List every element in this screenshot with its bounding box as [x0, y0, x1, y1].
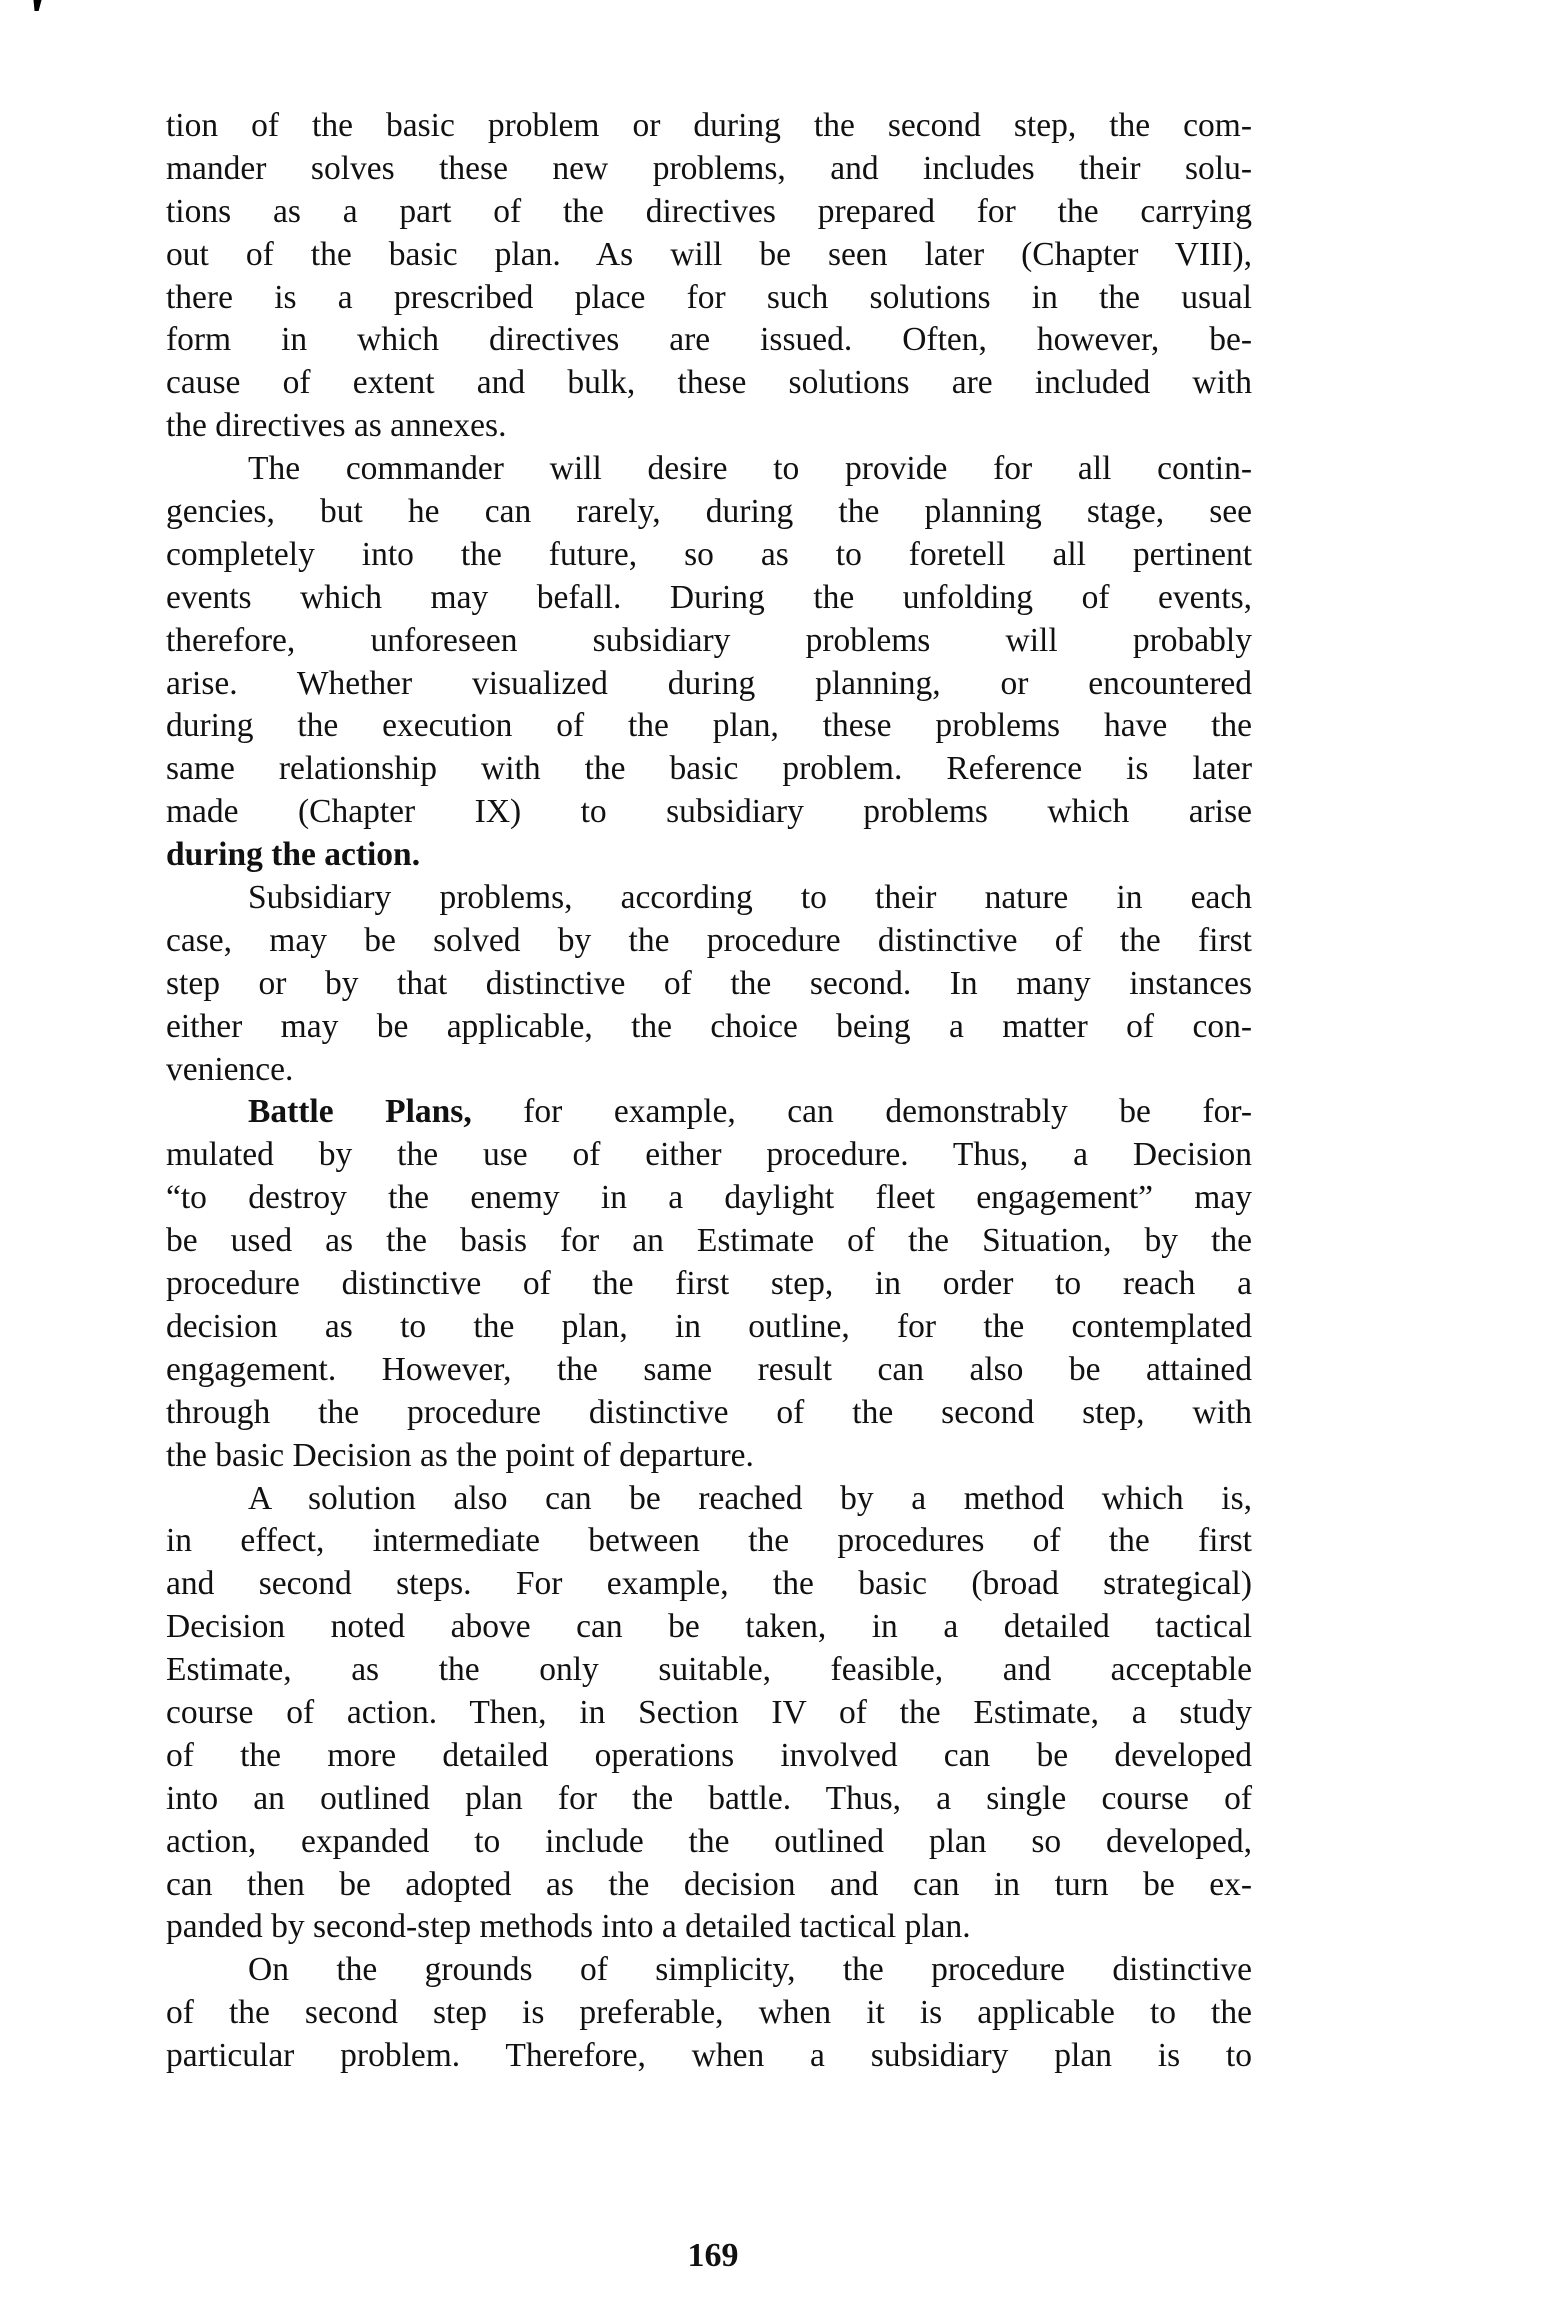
text-line: [166, 963, 1252, 1006]
text-line-content: [248, 877, 1252, 920]
line-text: into an outlined plan for the battle. Thus, a single course of: [166, 1779, 1252, 1817]
line-text: can then be adopted as the decision and can in turn be ex-: [166, 1865, 1252, 1903]
line-text: On the grounds of simplicity, the procedure distinctive: [248, 1951, 1252, 1989]
text-line: [166, 1306, 1252, 1349]
text-line-content: [166, 791, 1252, 834]
line-text: gencies, but he can rarely, during the planning stage, see: [166, 493, 1252, 531]
line-text: in effect, intermediate between the procedures of the first: [166, 1522, 1252, 1560]
text-line-content: [166, 405, 1252, 448]
text-line: [166, 1006, 1252, 1049]
text-line-content: [166, 1692, 1252, 1735]
text-line-content: [166, 577, 1252, 620]
text-line-content: [166, 234, 1252, 277]
line-text: arise. Whether visualized during planning, or encountered: [166, 664, 1252, 702]
line-text: there is a prescribed place for such solutions in the usual: [166, 278, 1252, 316]
text-line-content: [248, 1478, 1252, 1521]
line-text: Subsidiary problems, according to their nature in each: [248, 879, 1252, 917]
text-line: [166, 620, 1252, 663]
line-text: same relationship with the basic problem. Reference is later: [166, 750, 1252, 788]
line-text: tion of the basic problem or during the second step, the com-: [166, 107, 1252, 144]
text-line-content: [166, 1177, 1252, 1220]
line-text: mulated by the use of either procedure. Thus, a Decision: [166, 1136, 1252, 1174]
text-line: [166, 1478, 1252, 1521]
text-line-content: [166, 1349, 1252, 1392]
line-text: the directives as annexes.: [166, 407, 507, 445]
text-line-content: [166, 362, 1252, 405]
text-line: [166, 1134, 1252, 1177]
text-line-content: [166, 1520, 1252, 1563]
line-text: action, expanded to include the outlined plan so developed,: [166, 1822, 1252, 1860]
text-line-content: [166, 191, 1252, 234]
text-line-content: [166, 963, 1252, 1006]
text-line: [166, 1091, 1252, 1134]
line-text: Estimate, as the only suitable, feasible, and acceptable: [166, 1651, 1252, 1689]
text-line-content: [248, 1949, 1252, 1992]
text-line: [166, 1778, 1252, 1821]
text-line: [166, 748, 1252, 791]
text-line: [166, 1735, 1252, 1778]
text-line: [166, 191, 1252, 234]
text-line-content: [166, 2035, 1252, 2078]
text-line-content: [166, 319, 1252, 362]
paragraph: [166, 1091, 1252, 1477]
text-line-content: [166, 105, 1252, 148]
line-text: Decision noted above can be taken, in a detailed tactical: [166, 1608, 1252, 1646]
line-text: the basic Decision as the point of departure.: [166, 1436, 754, 1474]
line-text: either may be applicable, the choice being a matter of con-: [166, 1007, 1252, 1045]
paragraph: [166, 448, 1252, 877]
text-line: [166, 2035, 1252, 2078]
text-line: [166, 1349, 1252, 1392]
page-body-text: [166, 105, 1252, 2078]
text-line: [166, 1392, 1252, 1435]
text-line-content: [166, 748, 1252, 791]
text-line-content: [166, 1563, 1252, 1606]
paragraph: [166, 1949, 1252, 2078]
text-line: [166, 448, 1252, 491]
text-line: [166, 1563, 1252, 1606]
bold-phrase: during the action.: [166, 836, 421, 874]
text-line-content: [166, 834, 1252, 877]
text-line: [166, 791, 1252, 834]
text-line: [166, 234, 1252, 277]
text-line: [166, 277, 1252, 320]
text-line-content: [166, 1134, 1252, 1177]
text-line-content: [166, 1220, 1252, 1263]
text-line: [166, 105, 1252, 148]
line-text: out of the basic plan. As will be seen later (Chapter VIII),: [166, 235, 1252, 273]
text-line-content: [166, 1606, 1252, 1649]
line-text: tions as a part of the directives prepared for the carrying: [166, 192, 1252, 230]
line-text: be used as the basis for an Estimate of the Situation, by the: [166, 1222, 1252, 1260]
text-line-content: [166, 663, 1252, 706]
line-text: cause of extent and bulk, these solutions are included with: [166, 364, 1252, 402]
text-line: [166, 834, 1252, 877]
text-line-content: [166, 1049, 1252, 1092]
text-line-content: [166, 1006, 1252, 1049]
line-text: therefore, unforeseen subsidiary problems will probably: [166, 621, 1252, 659]
text-line-content: [166, 1649, 1252, 1692]
text-line-content: [166, 1735, 1252, 1778]
line-text: course of action. Then, in Section IV of the Estimate, a study: [166, 1693, 1252, 1731]
text-line: [166, 1606, 1252, 1649]
text-line: [166, 362, 1252, 405]
text-line: [166, 405, 1252, 448]
text-line-content: [166, 1778, 1252, 1821]
text-line: [166, 1263, 1252, 1306]
scan-artifact-mark: [31, 0, 42, 11]
text-line: [166, 1949, 1252, 1992]
text-line: [166, 1177, 1252, 1220]
line-text: made (Chapter IX) to subsidiary problems which arise: [166, 793, 1252, 831]
text-line: [166, 1049, 1252, 1092]
line-text: for example, can demonstrably be for-: [471, 1093, 1252, 1131]
text-line-content: [166, 277, 1252, 320]
text-line-content: [166, 1821, 1252, 1864]
text-line-content: [166, 1906, 1252, 1949]
line-text: completely into the future, so as to foretell all pertinent: [166, 535, 1252, 573]
bold-phrase: Battle Plans,: [248, 1093, 472, 1131]
text-line-content: [166, 1992, 1252, 2035]
line-text: particular problem. Therefore, when a subsidiary plan is to: [166, 2037, 1252, 2075]
line-text: procedure distinctive of the first step, in order to reach a: [166, 1265, 1252, 1303]
line-text: engagement. However, the same result can also be attained: [166, 1350, 1252, 1388]
text-line: [166, 491, 1252, 534]
line-text: venience.: [166, 1050, 294, 1088]
text-line: [166, 319, 1252, 362]
text-line: [166, 148, 1252, 191]
text-line: [166, 663, 1252, 706]
text-line: [166, 1220, 1252, 1263]
text-line: [166, 577, 1252, 620]
line-text: mander solves these new problems, and includes their solu-: [166, 149, 1252, 187]
text-line-content: [166, 534, 1252, 577]
text-line-content: [166, 1435, 1252, 1478]
line-text: events which may befall. During the unfolding of events,: [166, 578, 1252, 616]
text-line-content: [166, 148, 1252, 191]
text-line: [166, 920, 1252, 963]
text-line-content: [166, 1864, 1252, 1907]
text-line: [166, 534, 1252, 577]
line-text: step or by that distinctive of the second. In many instances: [166, 964, 1252, 1002]
text-line: [166, 1821, 1252, 1864]
text-line: [166, 1692, 1252, 1735]
text-line: [166, 1992, 1252, 2035]
paragraph: [166, 1478, 1252, 1950]
line-text: “to destroy the enemy in a daylight fleet engagement” may: [166, 1179, 1252, 1217]
line-text: of the second step is preferable, when it is applicable to the: [166, 1994, 1252, 2032]
line-text: of the more detailed operations involved can be developed: [166, 1736, 1252, 1774]
line-text: during the execution of the plan, these problems have the: [166, 707, 1252, 745]
text-line-content: [166, 1392, 1252, 1435]
text-line-content: [166, 620, 1252, 663]
line-text: form in which directives are issued. Often, however, be-: [166, 321, 1252, 359]
page-number: 169: [687, 2237, 739, 2274]
paragraph: [166, 105, 1252, 448]
line-text: The commander will desire to provide for all contin-: [248, 450, 1252, 488]
line-text: A solution also can be reached by a method which is,: [248, 1479, 1252, 1517]
text-line-content: [166, 1306, 1252, 1349]
line-text: through the procedure distinctive of the second step, with: [166, 1393, 1252, 1431]
text-line-content: [248, 448, 1252, 491]
text-line: [166, 1435, 1252, 1478]
text-line-content: [166, 705, 1252, 748]
text-line: [166, 1520, 1252, 1563]
line-text: and second steps. For example, the basic (broad strategical): [166, 1565, 1252, 1603]
text-line: [166, 705, 1252, 748]
text-line: [166, 1906, 1252, 1949]
text-line: [166, 1864, 1252, 1907]
text-line-content: [166, 1263, 1252, 1306]
text-line-content: [166, 491, 1252, 534]
text-line-content: [248, 1091, 1252, 1134]
paragraph: [166, 877, 1252, 1091]
line-text: case, may be solved by the procedure distinctive of the first: [166, 921, 1252, 959]
text-line: [166, 1649, 1252, 1692]
text-line: [166, 877, 1252, 920]
line-text: panded by second-step methods into a detailed tactical plan.: [166, 1908, 971, 1946]
text-line-content: [166, 920, 1252, 963]
line-text: decision as to the plan, in outline, for the contemplated: [166, 1307, 1252, 1345]
